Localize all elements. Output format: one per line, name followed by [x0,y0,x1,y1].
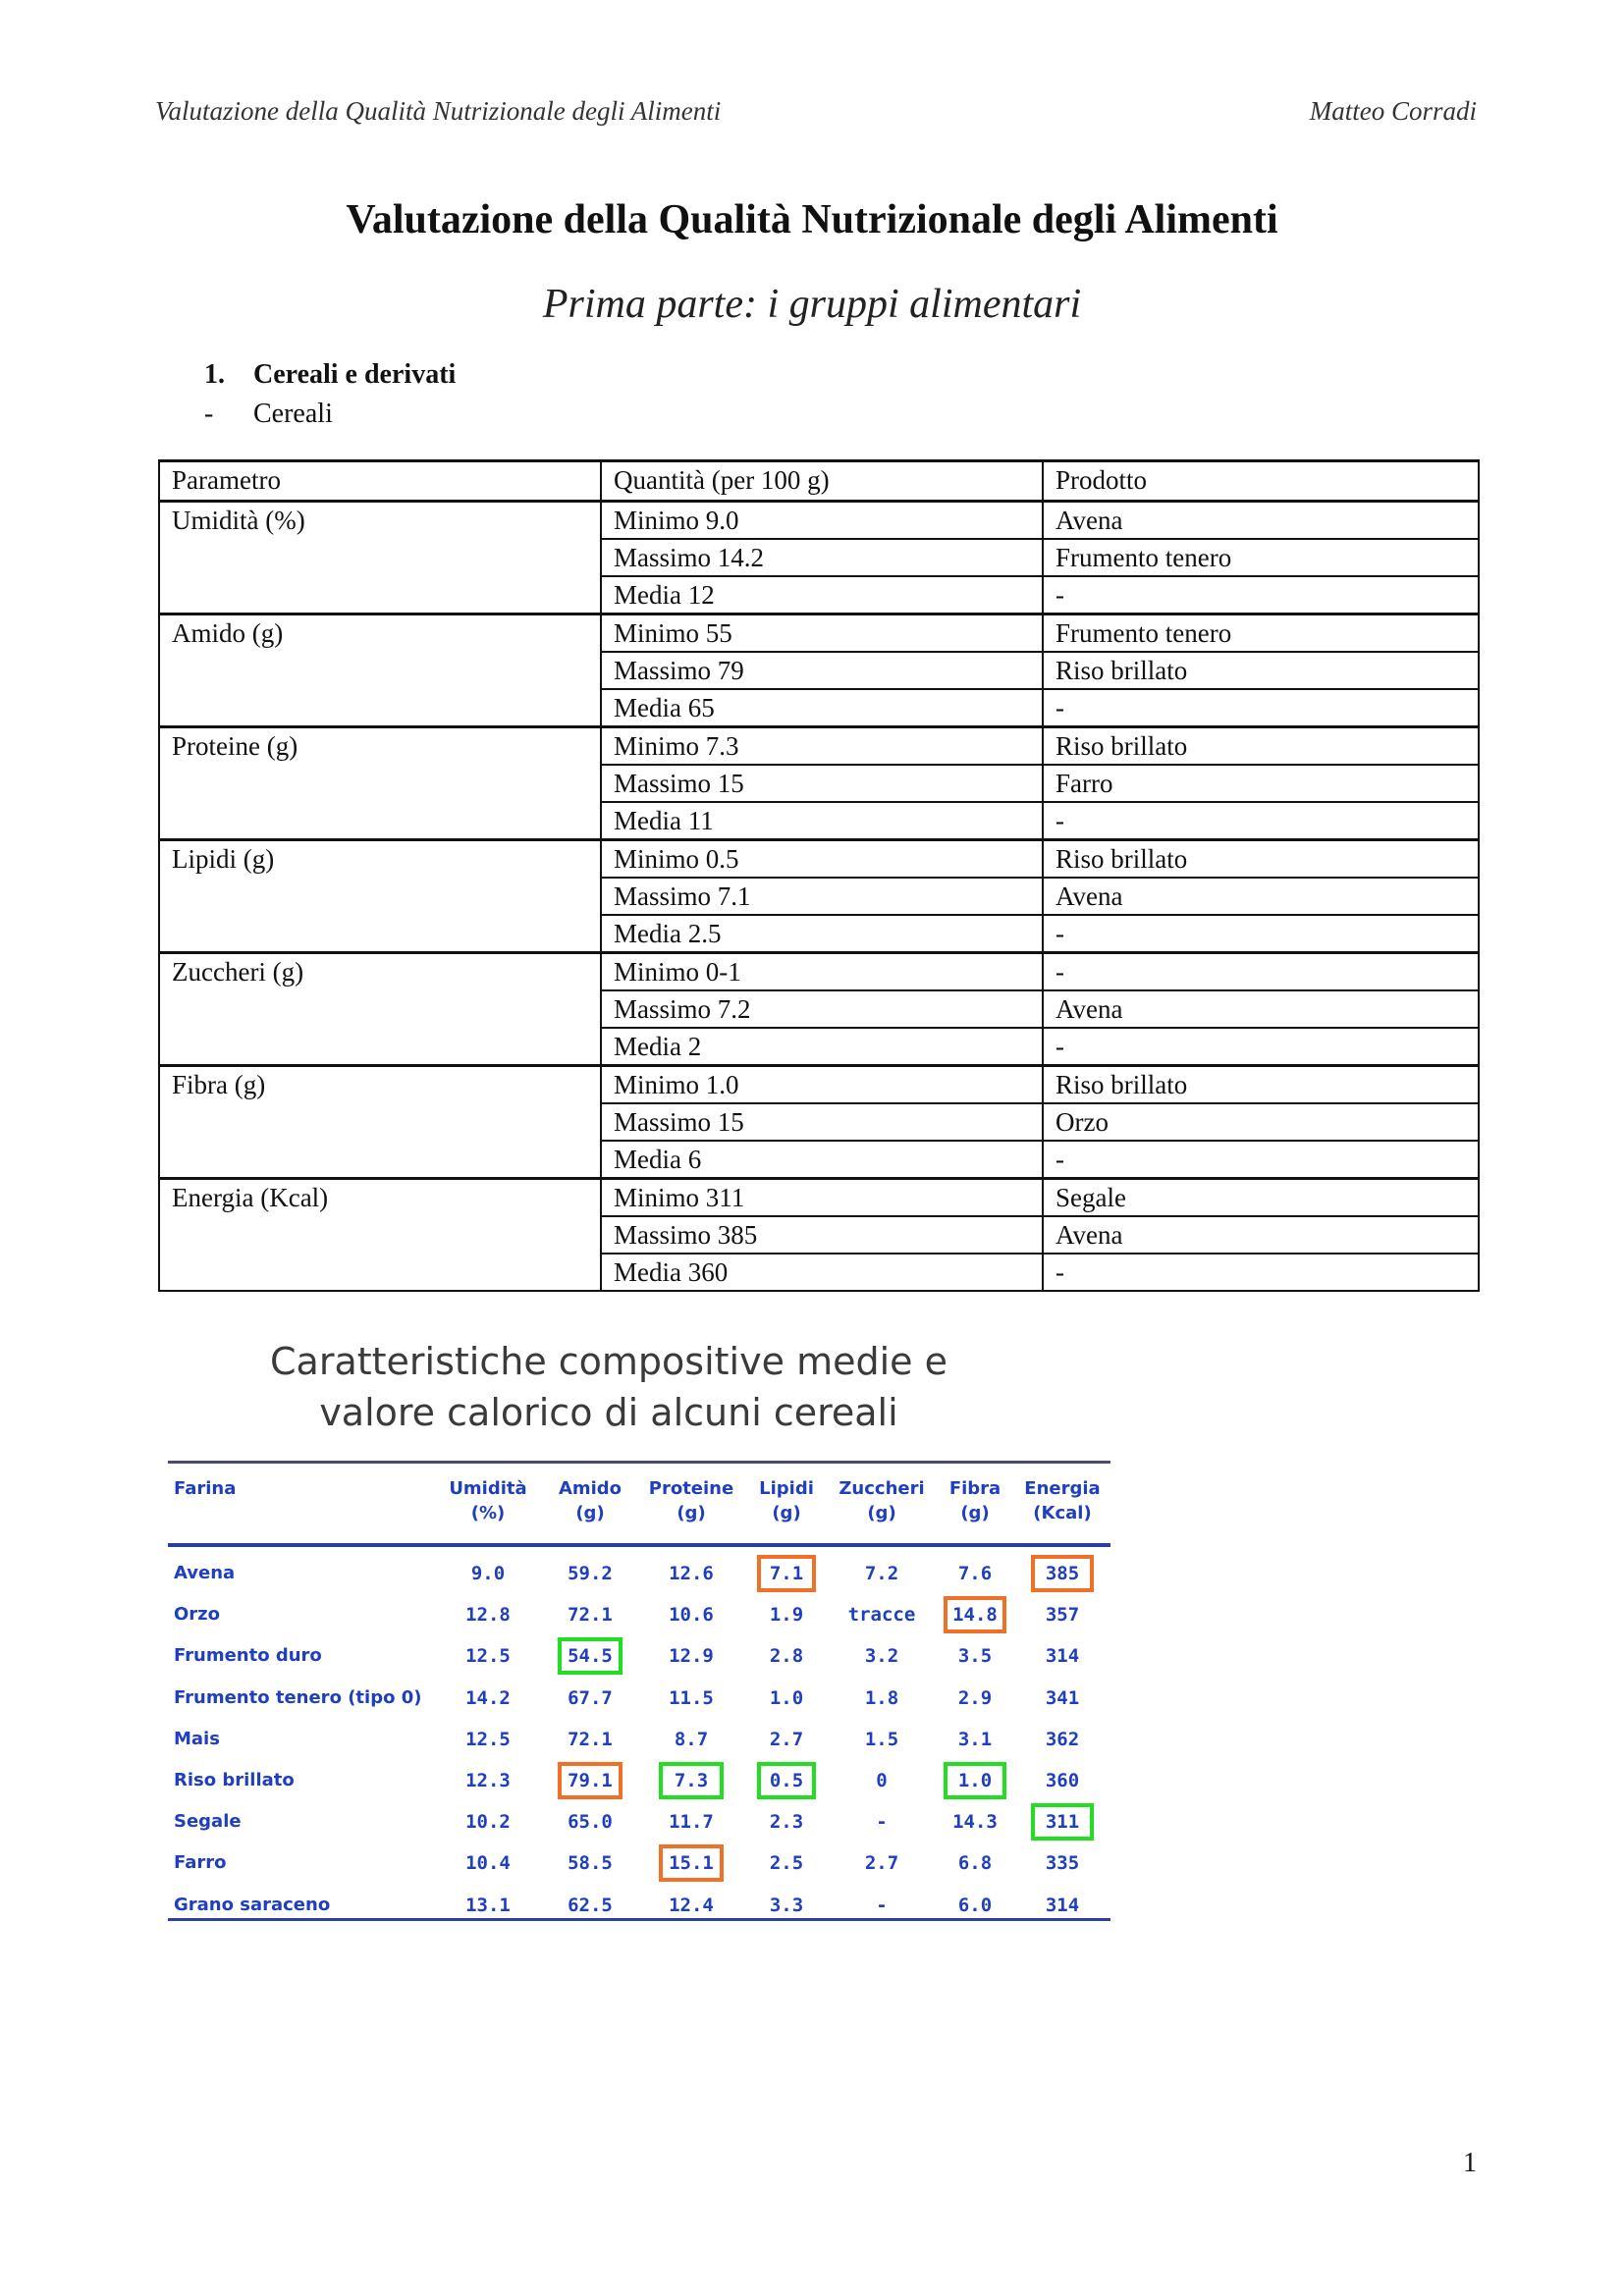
product-cell: - [1043,953,1479,991]
parameters-row [159,953,1479,991]
product-cell: Farro [1043,765,1479,802]
product-cell: Avena [1043,502,1479,540]
min-value-cell: 1.0 [944,1762,1006,1799]
cereal-name: Mais [174,1728,220,1749]
quantity-cell: Media 6 [601,1141,1043,1179]
subsection-bullet: - [204,399,214,429]
value-cell: 6.0 [957,1894,993,1916]
product-cell: Avena [1043,1216,1479,1254]
value-cell: 341 [1045,1686,1080,1709]
header-parametro: Parametro [159,461,601,502]
parameters-header-row [159,461,1479,502]
column-header-line1: Zuccheri [839,1478,925,1499]
parameters-row [159,1066,1479,1104]
page-number: 1 [1463,2148,1477,2178]
max-value-cell: 14.8 [944,1596,1006,1633]
value-cell: 12.6 [669,1563,714,1584]
parameters-row [159,1179,1479,1217]
header-prodotto: Prodotto [1043,461,1479,502]
column-header-line2: (%) [470,1503,506,1523]
value-cell: 1.9 [769,1604,804,1627]
product-cell: Segale [1043,1179,1479,1217]
product-cell: - [1043,576,1479,614]
max-value-cell: 7.1 [757,1555,816,1592]
product-cell: - [1043,802,1479,840]
column-header-line1: Proteine [648,1478,734,1499]
max-value-cell: 15.1 [659,1844,724,1882]
parameters-row [159,614,1479,653]
max-value-cell: 385 [1031,1555,1094,1592]
value-cell: 11.7 [669,1811,714,1834]
quantity-cell: Minimo 0-1 [601,953,1043,991]
parameter-name: Energia (Kcal) [159,1179,601,1292]
value-cell: 357 [1045,1604,1080,1627]
quantity-cell: Minimo 311 [601,1179,1043,1217]
value-cell: 12.5 [465,1728,511,1750]
value-cell: 10.6 [669,1604,714,1627]
value-cell: 12.8 [465,1604,511,1627]
product-cell: Riso brillato [1043,1066,1479,1104]
parameter-name: Fibra (g) [159,1066,601,1179]
value-cell: 362 [1045,1728,1080,1750]
cereal-name: Avena [174,1563,236,1583]
column-header [174,1476,370,1501]
value-cell: 10.4 [465,1852,511,1875]
column-header-line2: (g) [960,1503,990,1523]
value-cell: 1.8 [864,1686,899,1709]
quantity-cell: Media 65 [601,689,1043,727]
value-cell: 3.3 [769,1894,804,1916]
value-cell: - [876,1894,888,1916]
quantity-cell: Media 11 [601,802,1043,840]
value-cell: 314 [1045,1645,1080,1668]
quantity-cell: Media 12 [601,576,1043,614]
quantity-cell: Massimo 7.1 [601,878,1043,915]
parameter-name: Amido (g) [159,614,601,727]
section-label: Cereali e derivati [253,359,457,390]
column-header [642,1476,740,1525]
product-cell: Avena [1043,878,1479,915]
quantity-cell: Minimo 9.0 [601,502,1043,540]
quantity-cell: Minimo 55 [601,614,1043,653]
value-cell: 2.3 [769,1811,804,1834]
column-header-line2: (g) [677,1503,706,1523]
parameter-name: Proteine (g) [159,727,601,840]
table-top-rule [168,1461,1110,1464]
document-title: Valutazione della Qualità Nutrizionale degli Alimenti [346,197,1278,242]
cereal-name: Orzo [174,1604,221,1626]
value-cell: 12.3 [465,1770,511,1791]
parameters-row [159,727,1479,766]
product-cell: Frumento tenero [1043,614,1479,653]
product-cell: - [1043,1254,1479,1291]
value-cell: 12.5 [465,1645,511,1668]
parameter-name: Zuccheri (g) [159,953,601,1066]
section-heading [204,359,456,391]
quantity-cell: Minimo 7.3 [601,727,1043,766]
value-cell: 3.2 [864,1645,899,1668]
min-value-cell: 0.5 [757,1762,816,1799]
value-cell: 7.2 [864,1563,899,1584]
column-header-line2: (Kcal) [1033,1503,1092,1523]
running-header-title: Valutazione della Qualità Nutrizionale degli Alimenti [155,96,722,126]
column-header [833,1476,931,1525]
quantity-cell: Minimo 0.5 [601,840,1043,879]
value-cell: 65.0 [568,1811,613,1834]
column-header [936,1476,1014,1525]
column-header-line2: (g) [772,1503,801,1523]
quantity-cell: Minimo 1.0 [601,1066,1043,1104]
running-header-author: Matteo Corradi [1309,96,1477,126]
quantity-cell: Media 2 [601,1028,1043,1066]
value-cell: 2.7 [769,1728,804,1750]
value-cell: 3.1 [957,1728,993,1750]
parameters-row [159,502,1479,540]
column-header-line2: (g) [867,1503,896,1523]
value-cell: 14.3 [952,1811,998,1834]
value-cell: 8.7 [674,1728,709,1750]
cereal-name: Frumento duro [174,1645,322,1667]
column-header-line1: Amido [558,1478,623,1499]
column-header-line1: Energia [1024,1478,1101,1499]
value-cell: 1.5 [864,1728,899,1750]
value-cell: 314 [1045,1894,1080,1916]
value-cell: 360 [1045,1770,1080,1791]
value-cell: 67.7 [568,1686,613,1709]
value-cell: 2.7 [864,1852,899,1875]
value-cell: - [876,1811,888,1834]
value-cell: 1.0 [769,1686,804,1709]
value-cell: 59.2 [568,1563,613,1584]
value-cell: 11.5 [669,1686,714,1709]
value-cell: 72.1 [568,1728,613,1750]
value-cell: 2.8 [769,1645,804,1668]
column-header [444,1476,532,1525]
value-cell: 3.5 [957,1645,993,1668]
quantity-cell: Massimo 14.2 [601,539,1043,576]
column-header-line1: Fibra [948,1478,1001,1499]
value-cell: 2.9 [957,1686,993,1709]
quantity-cell: Massimo 385 [601,1216,1043,1254]
parameter-name: Lipidi (g) [159,840,601,953]
value-cell: 12.4 [669,1894,714,1916]
cereal-name: Frumento tenero (tipo 0) [174,1686,422,1708]
min-value-cell: 7.3 [659,1762,724,1799]
subsection-label: Cereali [253,399,333,429]
value-cell: 14.2 [465,1686,511,1709]
parameter-name: Umidità (%) [159,502,601,614]
quantity-cell: Massimo 7.2 [601,990,1043,1028]
cereal-name: Grano saraceno [174,1894,331,1915]
cereal-name: Segale [174,1811,242,1833]
product-cell: - [1043,1141,1479,1179]
product-cell: Frumento tenero [1043,539,1479,576]
value-cell: 13.1 [465,1894,511,1916]
cereal-name: Farro [174,1852,227,1874]
column-header [551,1476,629,1525]
image-table-title-line1: Caratteristiche compositive medie e [270,1340,947,1383]
min-value-cell: 311 [1031,1803,1094,1841]
product-cell: Avena [1043,990,1479,1028]
cereal-name: Riso brillato [174,1770,295,1790]
value-cell: 12.9 [669,1645,714,1668]
parameters-table-body [159,461,1479,1292]
parameters-row [159,840,1479,879]
product-cell: - [1043,915,1479,953]
product-cell: - [1043,689,1479,727]
value-cell: 10.2 [465,1811,511,1834]
value-cell: 0 [876,1770,888,1791]
column-header-line2: (g) [575,1503,605,1523]
product-cell: Orzo [1043,1103,1479,1141]
quantity-cell: Media 360 [601,1254,1043,1291]
quantity-cell: Massimo 79 [601,652,1043,689]
quantity-cell: Media 2.5 [601,915,1043,953]
max-value-cell: 79.1 [558,1762,623,1799]
product-cell: - [1043,1028,1479,1066]
header-quantita: Quantità (per 100 g) [601,461,1043,502]
value-cell: 72.1 [568,1604,613,1627]
column-header [747,1476,826,1525]
product-cell: Riso brillato [1043,840,1479,879]
image-table-title-line2: valore calorico di alcuni cereali [319,1391,898,1434]
quantity-cell: Massimo 15 [601,765,1043,802]
value-cell: 2.5 [769,1852,804,1875]
value-cell: 62.5 [568,1894,613,1916]
value-cell: tracce [847,1604,916,1627]
subsection-heading [204,399,333,430]
table-header-rule [168,1543,1110,1547]
column-header-line1: Lipidi [759,1478,814,1499]
value-cell: 7.6 [957,1563,993,1584]
value-cell: 6.8 [957,1852,993,1875]
value-cell: 9.0 [470,1563,506,1584]
column-header [1013,1476,1111,1525]
product-cell: Riso brillato [1043,727,1479,766]
section-number: 1. [204,359,225,390]
document-subtitle: Prima parte: i gruppi alimentari [542,282,1082,327]
min-value-cell: 54.5 [558,1637,623,1675]
parameters-table [158,459,1480,1292]
column-header-line1: Farina [174,1478,237,1499]
product-cell: Riso brillato [1043,652,1479,689]
quantity-cell: Massimo 15 [601,1103,1043,1141]
value-cell: 335 [1045,1852,1080,1875]
column-header-line1: Umidità [449,1478,527,1499]
value-cell: 58.5 [568,1852,613,1875]
